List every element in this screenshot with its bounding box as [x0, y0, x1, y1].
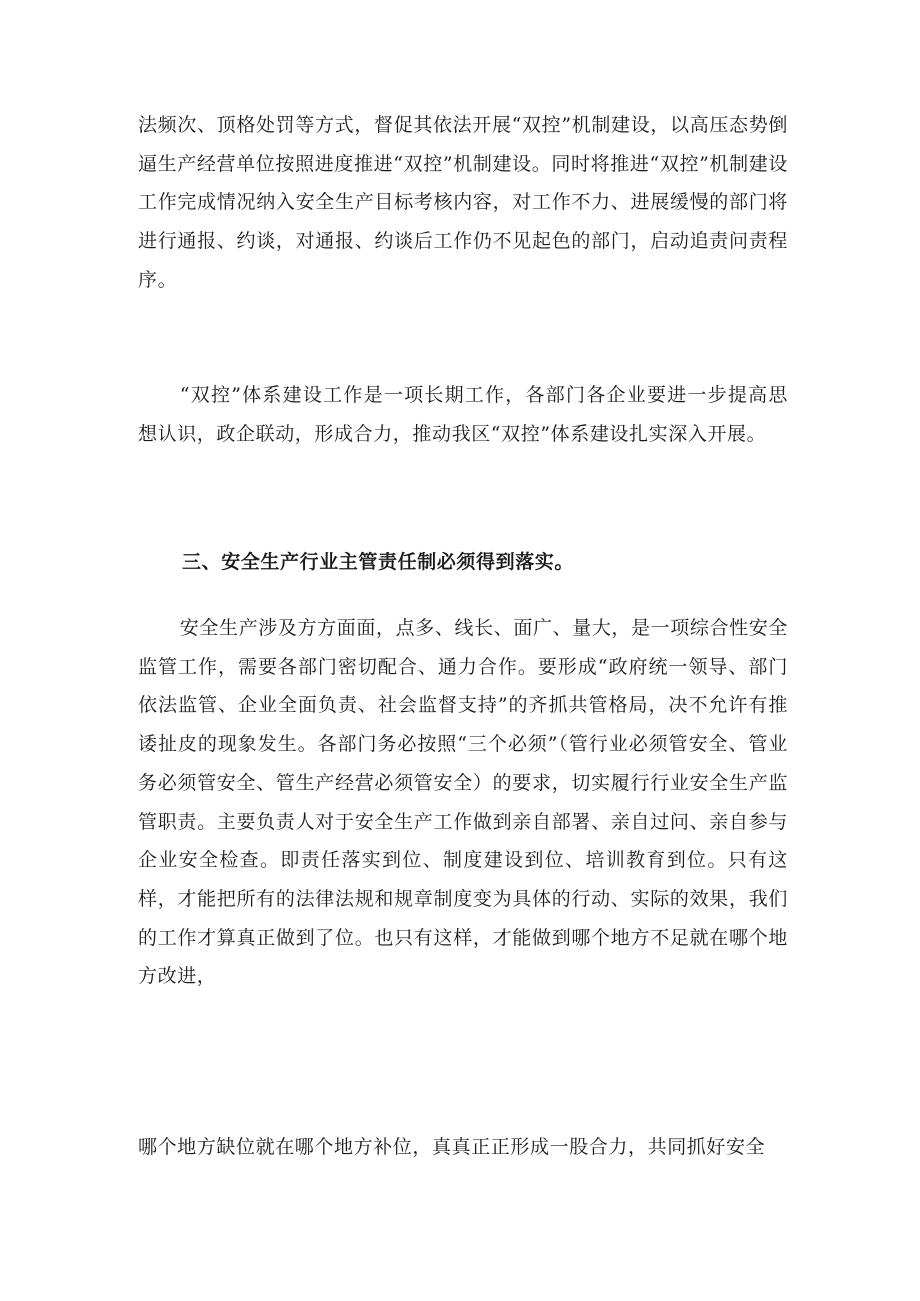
section-heading: 三、安全生产行业主管责任制必须得到落实。 [182, 551, 575, 573]
paragraph-continuation: 法频次、顶格处罚等方式，督促其依法开展“双控”机制建设，以高压态势倒逼生产经营单位按照进度推进“双控”机制建设。同时将推进“双控”机制建设工作完成情况纳入安全生产目标考核内容，对工作不力、进展缓慢的部门将进行通报、约谈，对通报、约谈后工作仍不见起色的部门，启动追责问责程序。 [138, 114, 788, 291]
paragraph-responsibility: 安全生产涉及方方面面，点多、线长、面广、量大，是一项综合性安全监管工作，需要各部门密切配合、通力合作。要形成“政府统一领导、部门依法监管、企业全面负责、社会监督支持”的齐抓共管格局，决不允许有推诿扯皮的现象发生。各部门务必按照“三个必须”（管行业必须管安全、管业务必须管安全、管生产经营必须管安全）的要求，切实履行行业安全生产监管职责。主要负责人对于安全生产工作做到亲自部署、亲自过问、亲自参与企业安全检查。即责任落实到位、制度建设到位、培训教育到位。只有这样，才能把所有的法律法规和规章制度变为具体的行动、实际的效果，我们的工作才算真正做到了位。也只有这样，才能做到哪个地方不足就在哪个地方改进， [138, 617, 788, 988]
paragraph-dual-control-summary: “双控”体系建设工作是一项长期工作，各部门各企业要进一步提高思想认识，政企联动，形成合力，推动我区“双控”体系建设扎实深入开展。 [138, 384, 788, 445]
paragraph-continuation-bottom: 哪个地方缺位就在哪个地方补位，真真正正形成一股合力，共同抓好安全 [138, 1136, 766, 1158]
